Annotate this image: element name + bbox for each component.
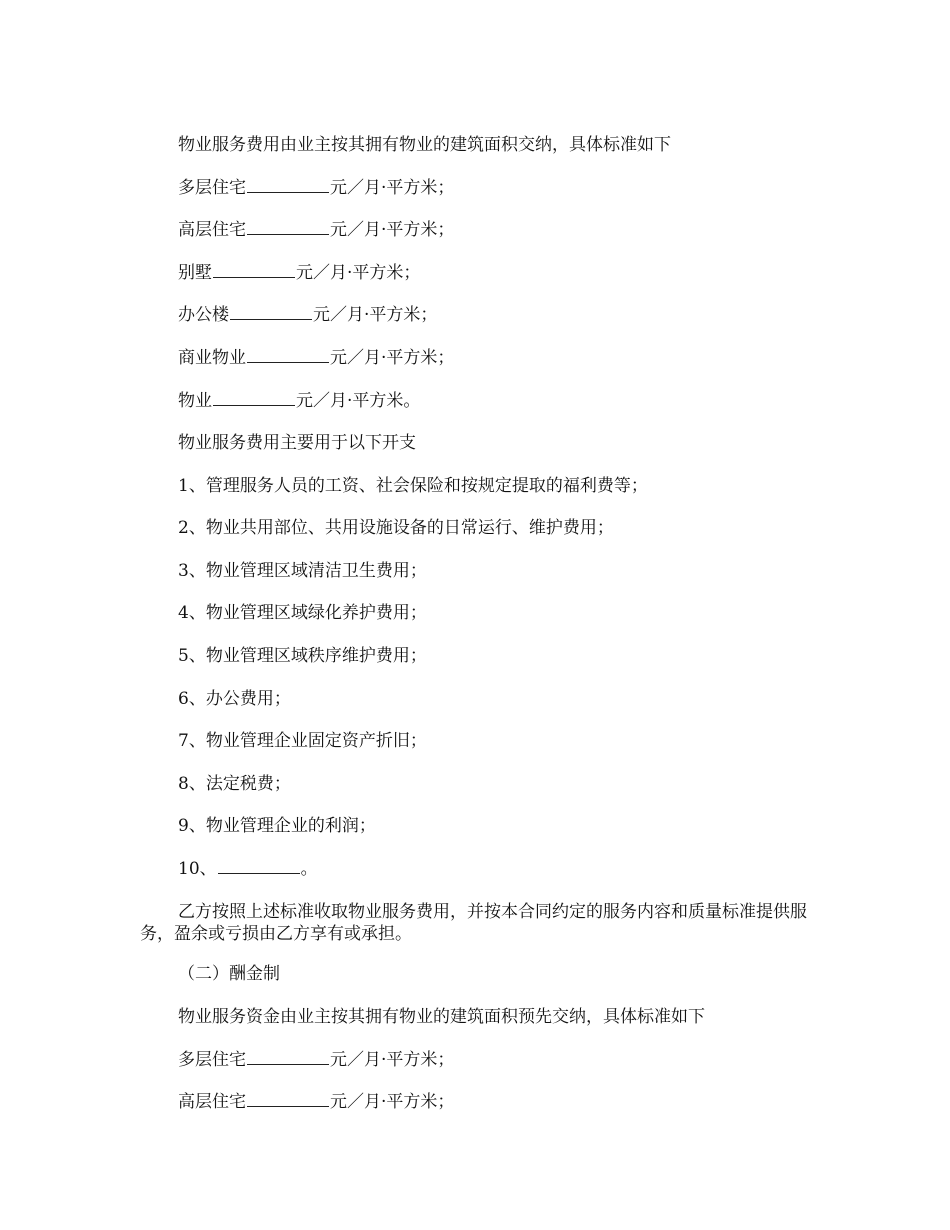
expense-item: 2、物业共用部位、共用设施设备的日常运行、维护费用； (178, 518, 614, 538)
rate-unit: 元／月·平方米； (313, 305, 438, 325)
blank-field (213, 390, 295, 406)
rate-line (178, 219, 454, 241)
rate-unit: 元／月·平方米； (330, 348, 455, 368)
rate-unit: 元／月·平方米； (330, 1092, 455, 1112)
expense-item: 3、物业管理区域清洁卫生费用； (178, 561, 427, 581)
blank-field (247, 1049, 329, 1065)
rate-line (178, 262, 420, 284)
expense-item: 4、物业管理区域绿化养护费用； (178, 603, 427, 623)
expense-end: 。 (300, 859, 318, 879)
rate-label: 高层住宅 (178, 220, 246, 240)
expense-item: 5、物业管理区域秩序维护费用； (178, 646, 427, 666)
rate-unit: 元／月·平方米； (330, 178, 455, 198)
expense-item (178, 858, 318, 880)
rate-label: 物业 (178, 391, 212, 411)
rate-label: 商业物业 (178, 348, 246, 368)
rate-label: 多层住宅 (178, 1050, 246, 1070)
blank-field (247, 1091, 329, 1107)
fund-intro: 物业服务资金由业主按其拥有物业的建筑面积预先交纳，具体标准如下 (178, 1007, 705, 1027)
rate-line (178, 390, 420, 412)
expense-item: 1、管理服务人员的工资、社会保险和按规定提取的福利费等； (178, 476, 648, 496)
blank-field (230, 304, 312, 320)
blank-field (247, 347, 329, 363)
rate-label: 办公楼 (178, 305, 229, 325)
fee-intro: 物业服务费用由业主按其拥有物业的建筑面积交纳，具体标准如下 (178, 135, 671, 155)
rate-line (178, 347, 454, 369)
rate-line (178, 1049, 454, 1071)
blank-field (247, 177, 329, 193)
section-heading: （二）酬金制 (178, 964, 280, 984)
rate-unit: 元／月·平方米； (330, 1050, 455, 1070)
rate-line (178, 1091, 454, 1113)
body-paragraph (140, 901, 830, 945)
blank-field (213, 262, 295, 278)
rate-unit: 元／月·平方米； (330, 220, 455, 240)
expense-item: 9、物业管理企业的利润； (178, 816, 376, 836)
rate-label: 高层住宅 (178, 1092, 246, 1112)
rate-line (178, 304, 437, 326)
expense-item: 8、法定税费； (178, 774, 291, 794)
blank-field (247, 219, 329, 235)
expense-number: 10、 (178, 859, 217, 879)
expense-item: 7、物业管理企业固定资产折旧； (178, 731, 427, 751)
rate-label: 别墅 (178, 263, 212, 283)
paragraph-text: 乙方按照上述标准收取物业服务费用，并按本合同约定的服务内容和质量标准提供服务，盈余或亏损由乙方享有或承担。 (140, 902, 807, 944)
rate-unit: 元／月·平方米。 (296, 391, 421, 411)
expense-intro: 物业服务费用主要用于以下开支 (178, 433, 416, 453)
rate-label: 多层住宅 (178, 178, 246, 198)
rate-unit: 元／月·平方米； (296, 263, 421, 283)
rate-line (178, 177, 454, 199)
expense-item: 6、办公费用； (178, 689, 291, 709)
blank-field (218, 858, 300, 874)
